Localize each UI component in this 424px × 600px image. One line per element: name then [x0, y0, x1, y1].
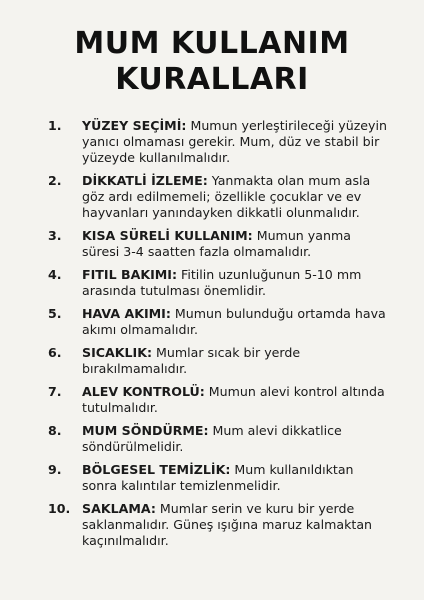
rule-number: 1. [48, 118, 62, 133]
title-line-2: KURALLARI [115, 62, 309, 97]
rule-heading: ALEV KONTROLÜ: [82, 384, 205, 399]
rule-heading: HAVA AKIMI: [82, 306, 171, 321]
rule-item [48, 173, 424, 221]
rule-item [48, 267, 424, 299]
rules-list [0, 118, 424, 549]
rule-number: 9. [48, 462, 62, 477]
title-line-1: MUM KULLANIM [74, 26, 350, 61]
rule-heading: KISA SÜRELİ KULLANIM: [82, 228, 253, 243]
rule-item [48, 384, 424, 416]
rule-text: Mum alevi dikkatlice söndürülmelidir. [82, 423, 342, 454]
rule-item [48, 118, 424, 166]
rule-heading: MUM SÖNDÜRME: [82, 423, 209, 438]
rule-item [48, 462, 424, 494]
rule-heading: SAKLAMA: [82, 501, 156, 516]
rule-number: 3. [48, 228, 62, 243]
rule-heading: DİKKATLİ İZLEME: [82, 173, 208, 188]
rule-heading: YÜZEY SEÇİMİ: [82, 118, 187, 133]
rule-text: Yanmakta olan mum asla göz ardı edilmemeli; özellikle çocuklar ve ev hayvanları yanındayken dikkatli olunmalıdır. [82, 173, 371, 220]
rule-heading: SICAKLIK: [82, 345, 153, 360]
rule-text: Mumlar serin ve kuru bir yerde saklanmalıdır. Güneş ışığına maruz kalmaktan kaçınılmalıdır. [82, 501, 373, 548]
rule-heading: BÖLGESEL TEMİZLİK: [82, 462, 231, 477]
rule-text: Mumun yanma süresi 3-4 saatten fazla olmamalıdır. [82, 228, 351, 259]
rule-number: 8. [48, 423, 62, 438]
rule-number: 7. [48, 384, 62, 399]
page-title [0, 26, 424, 98]
rule-heading: FITIL BAKIMI: [82, 267, 178, 282]
rule-text: Mumun bulunduğu ortamda hava akımı olmamalıdır. [82, 306, 386, 337]
rule-number: 10. [48, 501, 71, 516]
rule-item [48, 345, 424, 377]
rule-number: 4. [48, 267, 62, 282]
rule-item [48, 423, 424, 455]
rule-text: Fitilin uzunluğunun 5-10 mm arasında tutulması önemlidir. [82, 267, 362, 298]
rule-text: Mumun alevi kontrol altında tutulmalıdır. [82, 384, 385, 415]
rule-item [48, 501, 424, 549]
rule-text: Mumlar sıcak bir yerde bırakılmamalıdır. [82, 345, 301, 376]
rule-number: 2. [48, 173, 62, 188]
rule-text: Mum kullanıldıktan sonra kalıntılar temizlenmelidir. [82, 462, 354, 493]
rule-number: 5. [48, 306, 62, 321]
rule-number: 6. [48, 345, 62, 360]
rule-text: Mumun yerleştirileceği yüzeyin yanıcı olmaması gerekir. Mum, düz ve stabil bir yüzeyde kullanılmalıdır. [82, 118, 387, 165]
rule-item [48, 306, 424, 338]
rule-item [48, 228, 424, 260]
